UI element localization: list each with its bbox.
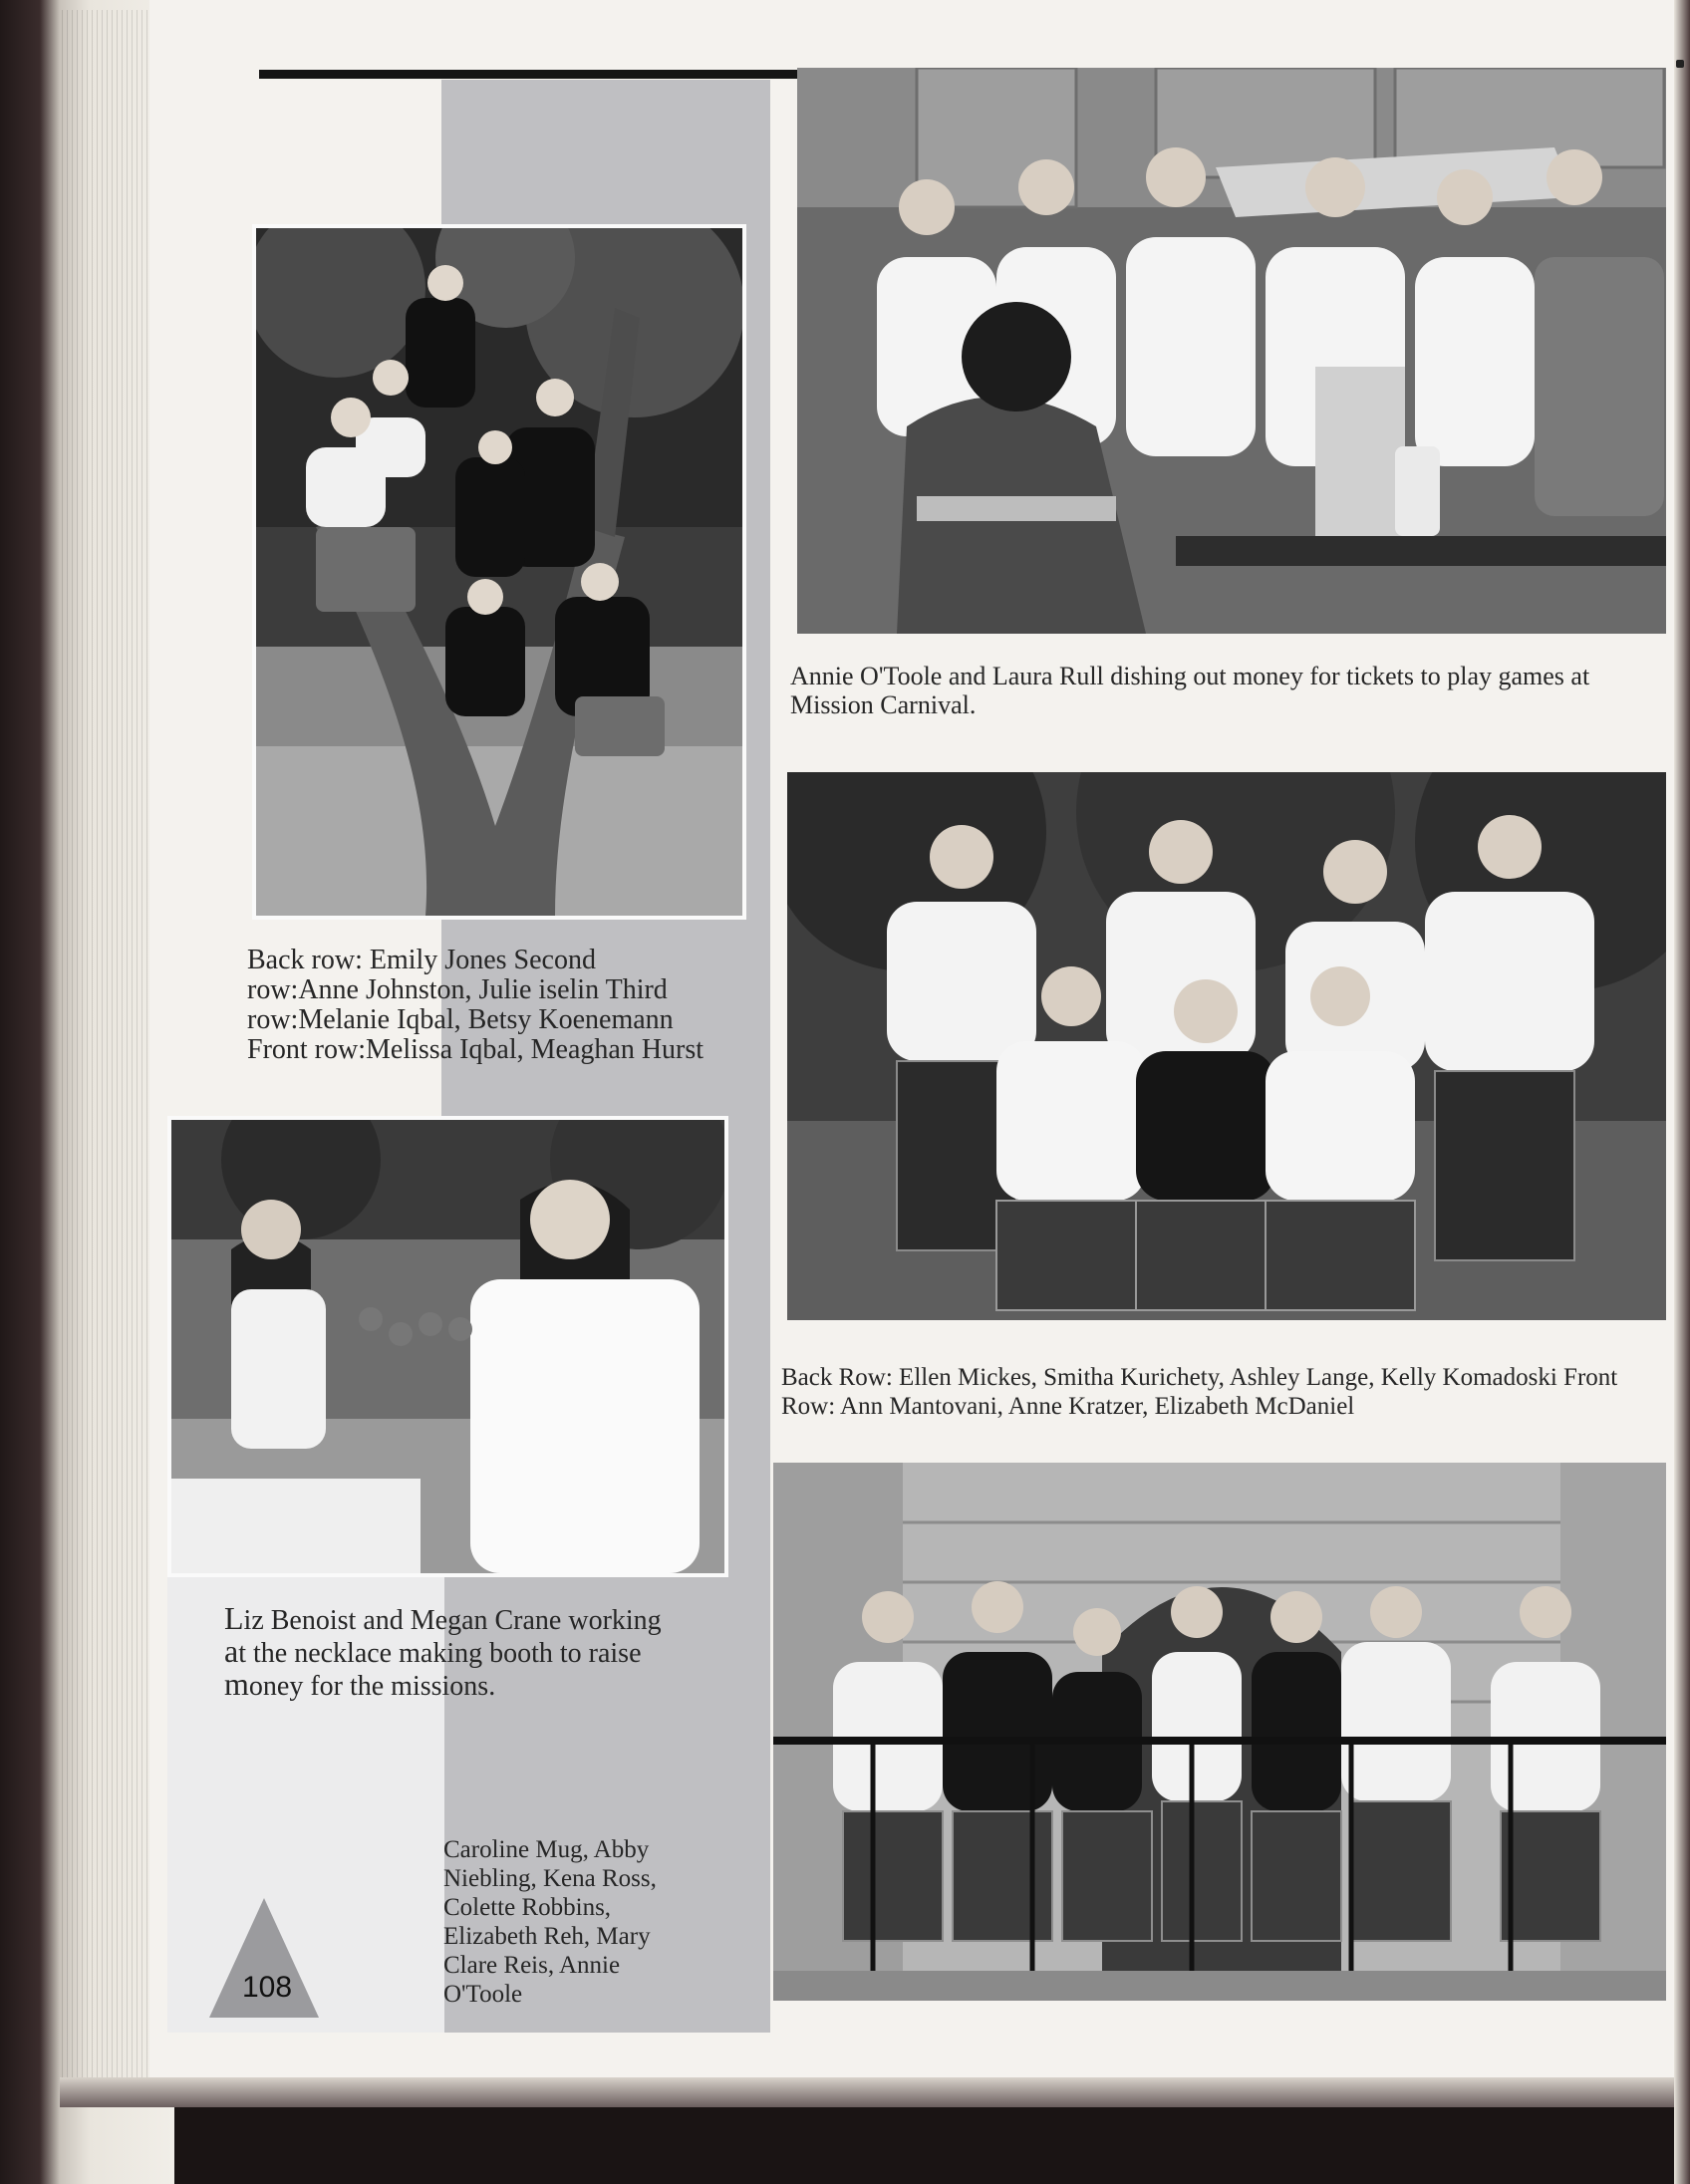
book-right-edge xyxy=(1674,0,1690,2184)
stray-mark xyxy=(1676,60,1684,68)
caption-booth-line-3: money for the missions. xyxy=(224,1666,496,1702)
caption-booth-line-1: Liz Benoist and Megan Crane working xyxy=(224,1600,662,1636)
caption-group-outdoors-photo: Back Row: Ellen Mickes, Smitha Kurichety, Ashley Lange, Kelly Komadoski Front Row: Ann Mantovani, Anne Kratzer, Elizabeth McDaniel xyxy=(781,1364,1618,1420)
caption-booth-line-2: at the necklace making booth to raise xyxy=(224,1633,642,1669)
photo-group-outdoors xyxy=(787,772,1666,1320)
photo-mission-carnival xyxy=(797,68,1666,634)
photo-necklace-booth xyxy=(167,1116,728,1577)
caption-tree-photo: Back row: Emily Jones Second row:Anne Johnston, Julie iselin Third row:Melanie Iqbal, Betsy Koenemann Front row:Melissa Iqbal, Meaghan Hurst xyxy=(247,945,704,1065)
caption-carnival-photo: Annie O'Toole and Laura Rull dishing out money for tickets to play games at Mission Carnival. xyxy=(790,662,1590,719)
book-bottom-edge xyxy=(60,2077,1690,2107)
photo-balcony-group xyxy=(773,1463,1666,2001)
photo-girls-in-tree xyxy=(252,224,746,920)
top-rule xyxy=(259,70,809,79)
caption-balcony-photo: Caroline Mug, Abby Niebling, Kena Ross, Colette Robbins, Elizabeth Reh, Mary Clare Reis, Annie O'Toole xyxy=(443,1836,657,2008)
caption-booth-photo xyxy=(224,1600,722,1702)
book-page-edges xyxy=(0,0,174,2184)
page-number: 108 xyxy=(241,1971,293,2004)
